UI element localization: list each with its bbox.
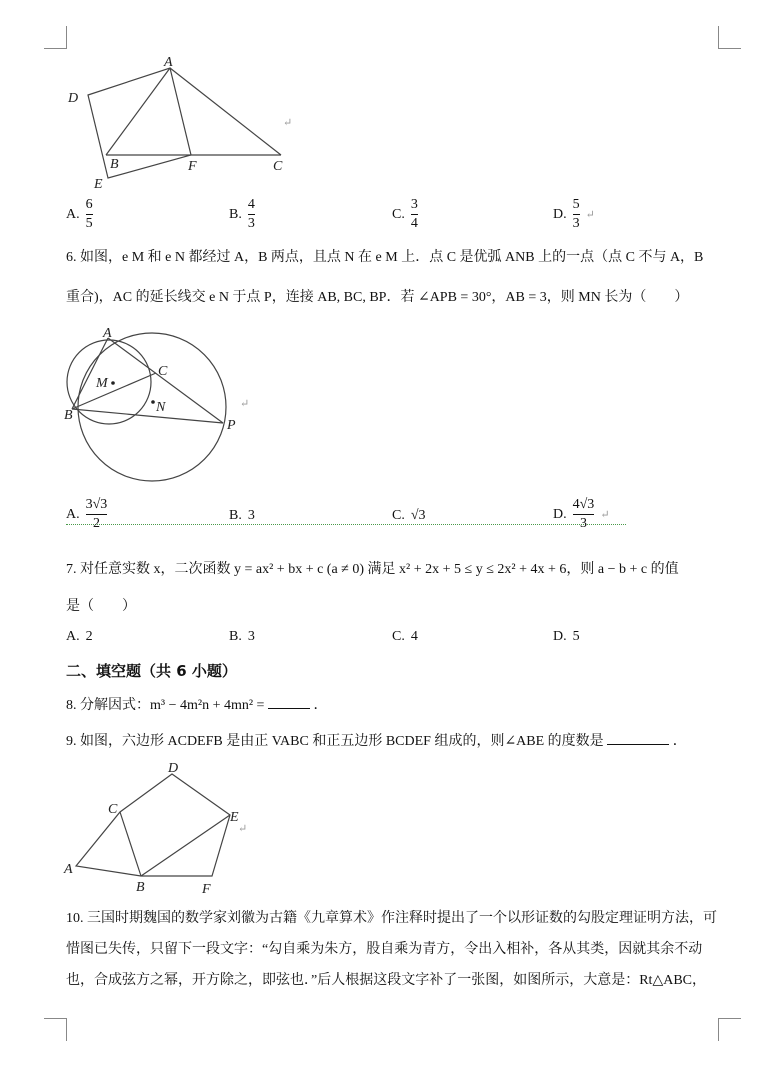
q6-option-b[interactable]: B. 3 (229, 508, 255, 523)
spellcheck-underline (66, 524, 626, 525)
q5-label-f: F (188, 159, 197, 174)
q9-label-f: F (202, 882, 211, 897)
q10-question-line-3: 也，合成弦方之幂，开方除之，即弦也．”后人根据这段文字补了一张图，如图所示，大意是：Rt△ABC， (66, 973, 706, 988)
q6-question-line-2: 重合)，AC 的延长线交 e N 于点 P，连接 AB, BC, BP．若 ∠APB = 30°，AB = 3，则 MN 长为（ ） (66, 290, 689, 305)
q6-label-c: C (158, 364, 168, 379)
q6-label-n: N (156, 400, 166, 415)
q6-label-m: M (96, 376, 108, 391)
q6-label-p: P (227, 418, 236, 433)
return-mark: ↵ (283, 117, 293, 129)
q10-question-line-2: 惜图已失传，只留下一段文字：“勾自乘为朱方，股自乘为青方，令出入相补，各从其类，因就其余不动 (66, 942, 703, 957)
q7-question-line-2: 是（ ） (66, 599, 136, 614)
q5-figure (60, 50, 300, 195)
q7-option-b[interactable]: B. 3 (229, 629, 255, 644)
q5-option-c[interactable]: C. $\frac{3}{4}$ (392, 197, 418, 231)
q9-label-c: C (108, 802, 118, 817)
q9-label-e: E (230, 810, 239, 825)
q6-option-a[interactable]: A. $\frac{3√3}{2}$ (66, 497, 108, 531)
q6-figure (60, 325, 260, 485)
q5-option-d[interactable]: D. $\frac{5}{3}$ ↵ (553, 197, 595, 231)
section-heading: 二、填空题（共 6 小题） (66, 662, 237, 680)
return-mark: ↵ (238, 823, 248, 835)
q6-option-c[interactable]: C. √3 (392, 508, 426, 523)
q6-question-line-1: 6. 如图，e M 和 e N 都经过 A，B 两点，且点 N 在 e M 上．点 C 是优弧 ANB 上的一点（点 C 不与 A，B (66, 250, 704, 265)
q5-option-b[interactable]: B. $\frac{4}{3}$ (229, 197, 255, 231)
q6-option-d[interactable]: D. $\frac{4√3}{3}$ ↵ (553, 497, 610, 531)
q9-question: 9. 如图，六边形 ACDEFB 是由正 VABC 和正五边形 BCDEF 组成的，则∠ABE 的度数是 ． (66, 734, 687, 749)
crop-mark-top-right (718, 26, 741, 49)
crop-mark-bottom-left (44, 1018, 67, 1041)
q5-label-e: E (94, 177, 103, 192)
q8-question: 8. 分解因式：m³ − 4m²n + 4mn² = ． (66, 698, 328, 713)
q9-label-d: D (168, 761, 179, 776)
q6-label-b: B (64, 408, 73, 423)
q6-label-a: A (103, 326, 112, 341)
q7-option-a[interactable]: A. 2 (66, 629, 93, 644)
q9-figure (60, 755, 260, 900)
return-mark: ↵ (240, 398, 250, 410)
q5-label-c: C (273, 159, 283, 174)
q7-option-c[interactable]: C. 4 (392, 629, 418, 644)
q5-option-a[interactable]: A. $\frac{6}{5}$ (66, 197, 93, 231)
q10-question-line-1: 10. 三国时期魏国的数学家刘徽为古籍《九章算术》作注释时提出了一个以形证数的勾股定理证明方法，可 (66, 911, 717, 926)
q5-label-d: D (68, 91, 79, 106)
q5-label-a: A (164, 55, 173, 70)
q9-label-a: A (64, 862, 73, 877)
q8-answer-blank[interactable] (268, 708, 310, 709)
crop-mark-top-left (44, 26, 67, 49)
q7-option-d[interactable]: D. 5 (553, 629, 580, 644)
crop-mark-bottom-right (718, 1018, 741, 1041)
q9-label-b: B (136, 880, 145, 895)
q9-answer-blank[interactable] (607, 744, 669, 745)
q7-question-line-1: 7. 对任意实数 x，二次函数 y = ax² + bx + c (a ≠ 0) 满足 x² + 2x + 5 ≤ y ≤ 2x² + 4x + 6，则 a − b + c 的值 (66, 562, 679, 577)
q5-label-b: B (110, 157, 119, 172)
